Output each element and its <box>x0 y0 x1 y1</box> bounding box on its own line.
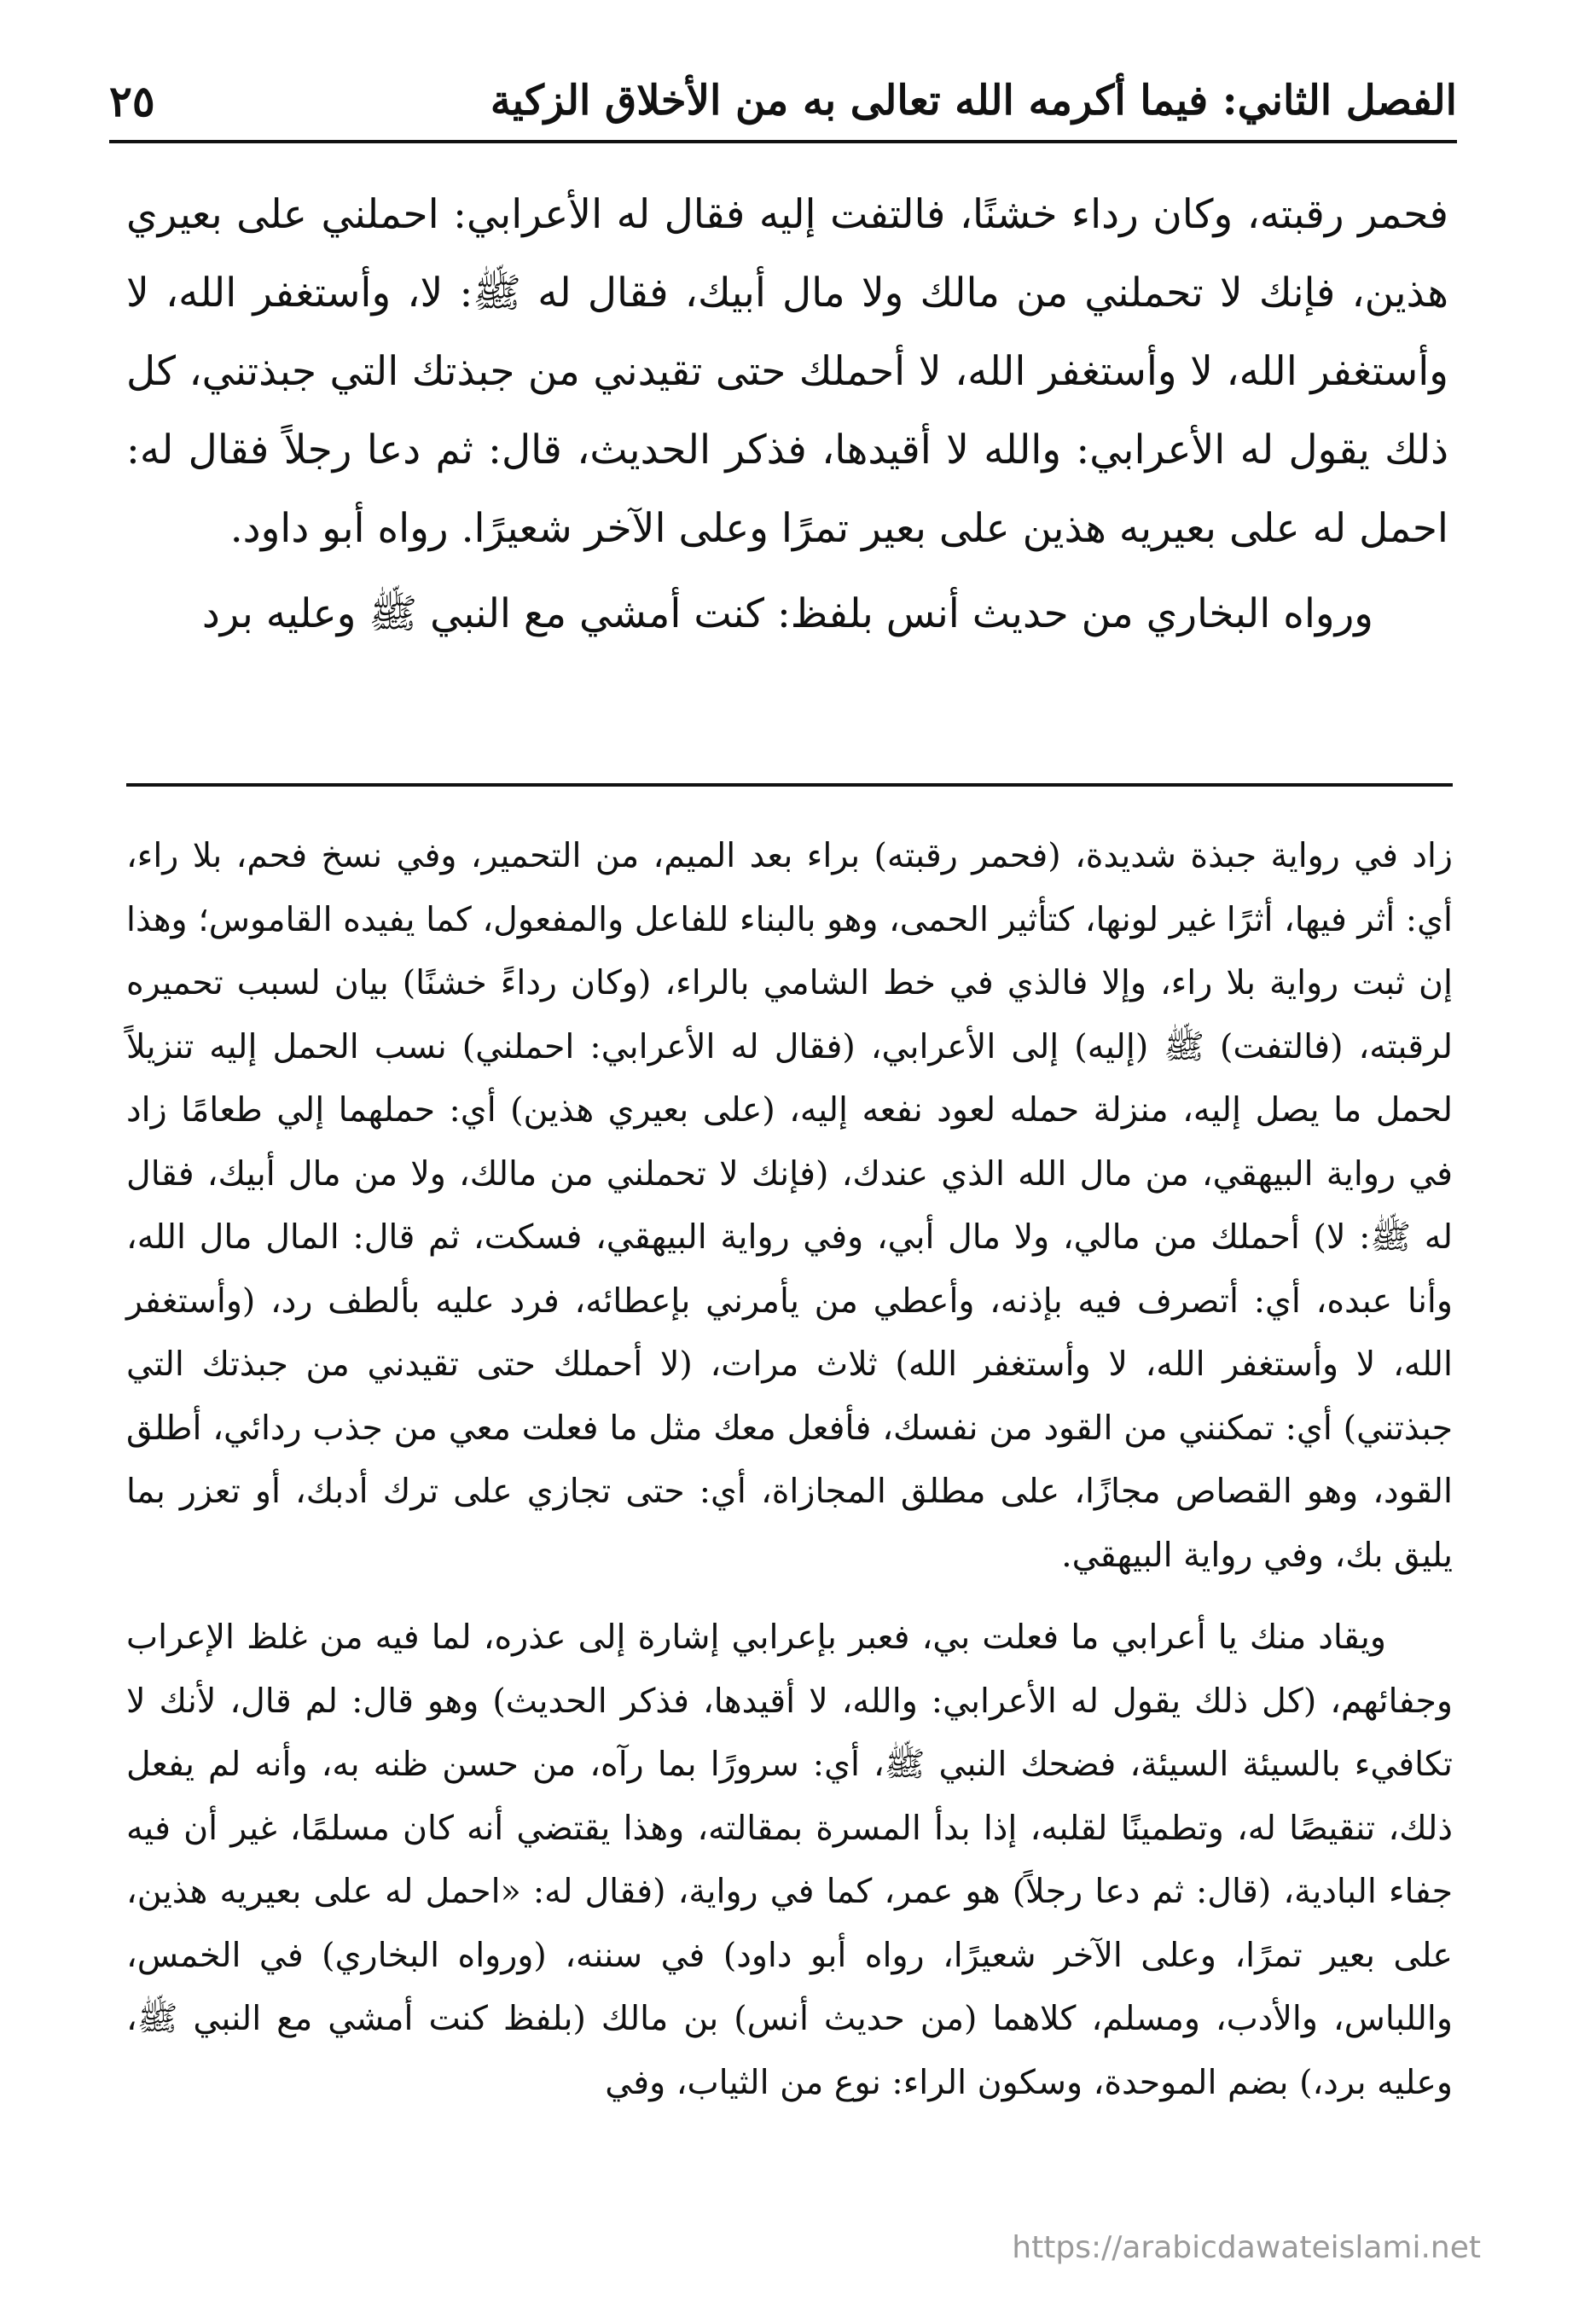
page-number: ٢٥ <box>109 75 155 126</box>
main-paragraph: فحمر رقبته، وكان رداء خشنًا، فالتفت إليه فقال له الأعرابي: احملني على بعيري هذين، فإنك لا تحملني من مالك ولا مال أبيك، فقال له ﷺ: لا، وأستغفر الله، لا وأستغفر الله، لا وأستغفر الله، لا أحملك حتى تقيدني من جبذتك التي جبذتني، كل ذلك يقول له الأعرابي: والله لا أقيدها، فذكر الحديث، قال: ثم دعا رجلاً فقال له: احمل له على بعيريه هذين على بعير تمرًا وعلى الآخر شعيرًا. رواه أبو داود. <box>126 191 1448 552</box>
footnote-paragraph: ويقاد منك يا أعرابي ما فعلت بي، فعبر بإعرابي إشارة إلى عذره، لما فيه من غلظ الإعراب وجفائهم، (كل ذلك يقول له الأعرابي: والله، لا أقيدها، فذكر الحديث) وهو قال: لم قال، لأنك لا تكافيء بالسيئة السيئة، فضحك النبي ﷺ، أي: سرورًا بما رآه، من حسن ظنه به، وأنه لم يفعل ذلك، تنقيصًا له، وتطمينًا لقلبه، إذا بدأ المسرة بمقالته، وهذا يقتضي أنه كان مسلمًا، غير أن فيه جفاء البادية، (قال: ثم دعا رجلاً) هو عمر، كما في رواية، (فقال له: «احمل له على بعيريه هذين، على بعير تمرًا، وعلى الآخر شعيرًا، رواه أبو داود) في سننه، (ورواه البخاري) في الخمس، واللباس، والأدب، ومسلم، كلاهما (من حديث أنس) بن مالك (بلفظ كنت أمشي مع النبي ﷺ، وعليه برد،) بضم الموحدة، وسكون الراء: نوع من الثياب، وفي <box>126 1618 1453 2102</box>
header-divider <box>109 140 1457 143</box>
chapter-title: الفصل الثاني: فيما أكرمه الله تعالى به من الأخلاق الزكية <box>490 77 1457 125</box>
footnote-paragraph: زاد في رواية جبذة شديدة، (فحمر رقبته) براء بعد الميم، من التحمير، وفي نسخ فحم، بلا راء، أي: أثر فيها، أثرًا غير لونها، كتأثير الحمى، وهو بالبناء للفاعل والمفعول، كما يفيده القاموس؛ وهذا إن ثبت رواية بلا راء، وإلا فالذي في خط الشامي بالراء، (وكان رداءً خشنًا) بيان لسبب تحميره لرقبته، (فالتفت) ﷺ (إليه) إلى الأعرابي، (فقال له الأعرابي: احملني) نسب الحمل إليه تنزيلاً لحمل ما يصل إليه، منزلة حمله لعود نفعه إليه، (على بعيري هذين) أي: حملهما إلي طعامًا زاد في رواية البيهقي، من مال الله الذي عندك، (فإنك لا تحملني من مالك، ولا من مال أبيك، فقال له ﷺ: لا) أحملك من مالي، ولا مال أبي، وفي رواية البيهقي، فسكت، ثم قال: المال مال الله، وأنا عبده، أي: أتصرف فيه بإذنه، وأعطي من يأمرني بإعطائه، فرد عليه بألطف رد، (وأستغفر الله، لا وأستغفر الله، لا وأستغفر الله) ثلاث مرات، (لا أحملك حتى تقيدني من جبذتك التي جبذتني) أي: تمكنني من القود من نفسك، فأفعل معك مثل ما فعلت معي من جذب ردائي، أطلق القود، وهو القصاص مجازًا، على مطلق المجازاة، أي: حتى تجازي على ترك أدبك، أو تعزر بما يليق بك، وفي رواية البيهقي. <box>126 836 1453 1575</box>
footnotes <box>126 824 1453 2114</box>
watermark-url: https://arabicdawateislami.net <box>1012 2230 1481 2265</box>
main-text <box>126 176 1448 654</box>
footnote-divider <box>126 783 1453 787</box>
page-header <box>109 61 1457 140</box>
main-paragraph: ورواه البخاري من حديث أنس بلفظ: كنت أمشي مع النبي ﷺ وعليه برد <box>201 590 1373 637</box>
